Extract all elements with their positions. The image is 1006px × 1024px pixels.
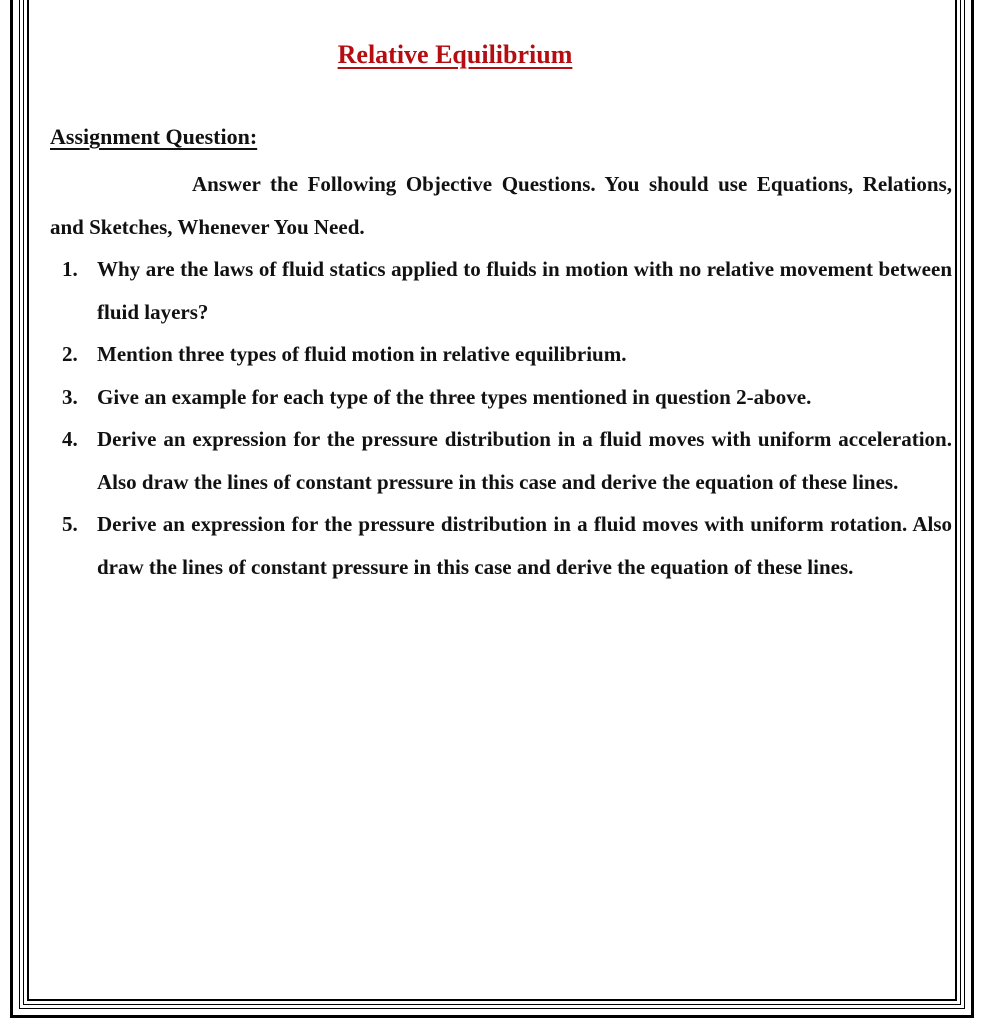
question-text: Derive an expression for the pressure distribution in a fluid moves with uniform rotation. Also draw the lines of constant pressure in this case and derive the equation of these lines. <box>97 512 952 579</box>
question-number: 3. <box>62 384 78 409</box>
question-text: Mention three types of fluid motion in relative equilibrium. <box>97 342 627 366</box>
question-number: 2. <box>62 342 78 366</box>
question-item <box>50 248 952 333</box>
question-list <box>50 248 952 588</box>
question-item <box>50 333 952 376</box>
assignment-heading: Assignment Question: <box>50 124 258 149</box>
instructions-paragraph: Answer the Following Objective Questions. You should use Equations, Relations, and Sketches, Whenever You Need. <box>50 172 952 239</box>
question-item <box>50 376 952 419</box>
page-title: Relative Equilibrium <box>337 40 573 69</box>
question-number: 1. <box>62 257 78 281</box>
question-text: Give an example for each type of the three types mentioned in question 2-above. <box>97 384 812 409</box>
question-item <box>50 503 952 588</box>
question-item <box>50 418 952 503</box>
question-text: Derive an expression for the pressure distribution in a fluid moves with uniform acceleration. Also draw the lines of constant pressure in this case and derive the equation of these lines. <box>97 427 952 494</box>
question-number: 4. <box>62 427 78 451</box>
question-number: 5. <box>62 512 78 536</box>
question-text: Why are the laws of fluid statics applied to fluids in motion with no relative movement between fluid layers? <box>97 257 952 324</box>
